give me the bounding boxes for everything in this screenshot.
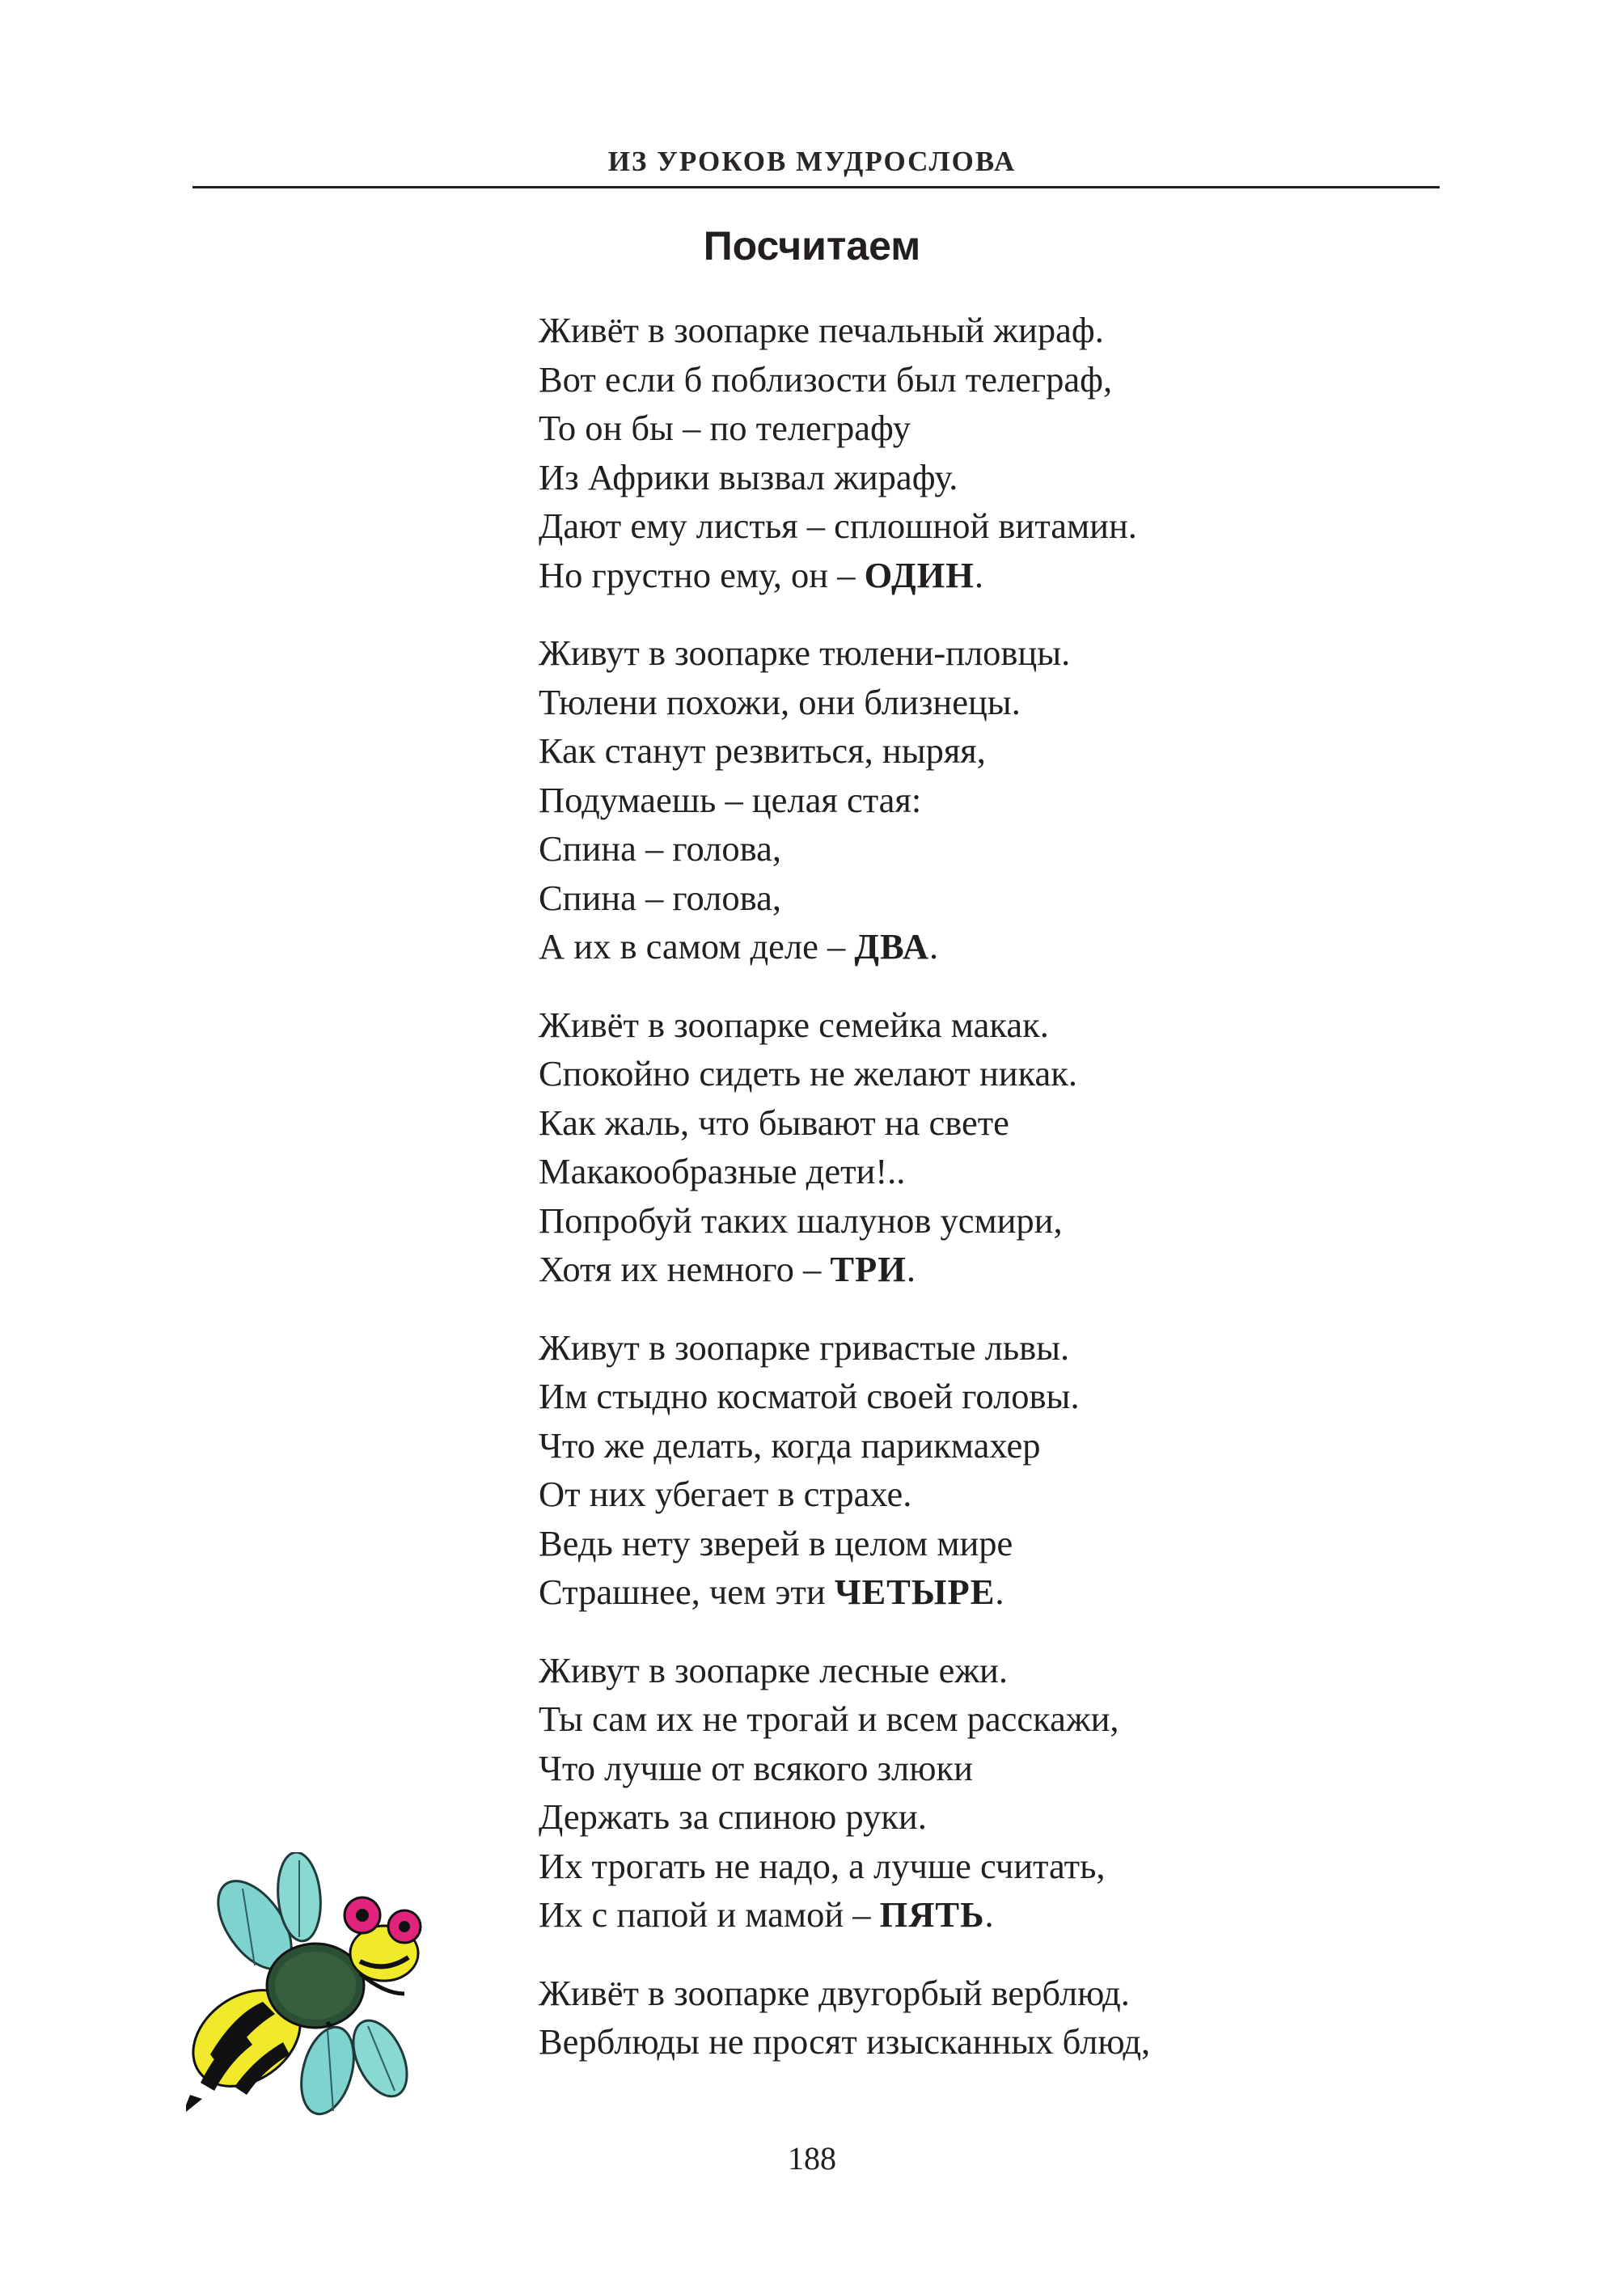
line-text: Им стыдно косматой своей головы. bbox=[539, 1376, 1080, 1416]
stanza bbox=[539, 306, 1469, 599]
line-text: Спина – голова, bbox=[539, 877, 781, 918]
poem-line bbox=[539, 453, 1469, 502]
stanza bbox=[539, 1646, 1469, 1940]
line-text: Держать за спиною руки. bbox=[539, 1796, 927, 1837]
line-text: Ведь нету зверей в целом мире bbox=[539, 1522, 1013, 1563]
line-text: Но грустно ему, он – bbox=[539, 554, 865, 595]
poem-title: Посчитаем bbox=[703, 223, 921, 269]
poem-line bbox=[539, 1049, 1469, 1098]
line-punctuation: . bbox=[984, 1894, 994, 1935]
poem-line bbox=[539, 1196, 1469, 1246]
line-text: От них убегает в страхе. bbox=[539, 1474, 912, 1514]
stanza bbox=[539, 1969, 1469, 2067]
line-text: Верблюды не просят изысканных блюд, bbox=[539, 2021, 1151, 2062]
poem-line bbox=[539, 1421, 1469, 1470]
line-text: Спокойно сидеть не желают никак. bbox=[539, 1053, 1078, 1094]
line-text: Их с папой и мамой – bbox=[539, 1894, 880, 1935]
line-text: Их трогать не надо, а лучше считать, bbox=[539, 1845, 1106, 1886]
poem-line bbox=[539, 1792, 1469, 1842]
line-text: Живёт в зоопарке печальный жираф. bbox=[539, 310, 1104, 350]
poem-line bbox=[539, 501, 1469, 551]
line-text: Страшнее, чем эти bbox=[539, 1572, 835, 1612]
poem-line bbox=[539, 726, 1469, 776]
line-text: А их в самом деле – bbox=[539, 926, 855, 967]
poem-line bbox=[539, 1098, 1469, 1148]
poem-line bbox=[539, 776, 1469, 825]
line-text: Как жаль, что бывают на свете bbox=[539, 1102, 1009, 1143]
poem-line bbox=[539, 1470, 1469, 1519]
emphasized-number: ТРИ bbox=[830, 1249, 907, 1289]
poem-line bbox=[539, 2017, 1469, 2067]
poem-line bbox=[539, 1969, 1469, 2018]
line-text: Попробуй таких шалунов усмири, bbox=[539, 1199, 1063, 1241]
poem-line bbox=[539, 824, 1469, 874]
line-text: Ты сам их не трогай и всем расскажи, bbox=[539, 1699, 1119, 1739]
line-punctuation: . bbox=[906, 1249, 916, 1289]
header-divider bbox=[192, 186, 1440, 188]
stanza bbox=[539, 1323, 1469, 1617]
line-punctuation: . bbox=[928, 926, 939, 967]
poem-line bbox=[539, 1694, 1469, 1744]
line-text: Хотя их немного – bbox=[539, 1249, 831, 1289]
line-text: Из Африки вызвал жирафу. bbox=[539, 456, 958, 497]
emphasized-number: ДВА bbox=[854, 926, 929, 967]
poem-line bbox=[539, 1890, 1469, 1940]
line-text: Что лучше от всякого злюки bbox=[539, 1747, 973, 1788]
poem-line bbox=[539, 922, 1469, 971]
line-text: Спина – голова, bbox=[539, 828, 781, 869]
emphasized-number: ЧЕТЫРЕ bbox=[834, 1572, 996, 1612]
poem-line bbox=[539, 1372, 1469, 1421]
line-text: Живут в зоопарке тюлени-пловцы. bbox=[539, 632, 1071, 673]
poem-line bbox=[539, 1519, 1469, 1568]
stanza bbox=[539, 1001, 1469, 1294]
poem-line bbox=[539, 678, 1469, 727]
poem-line bbox=[539, 1245, 1469, 1294]
poem-line bbox=[539, 1842, 1469, 1891]
line-text: Живут в зоопарке лесные ежи. bbox=[539, 1649, 1008, 1690]
line-text: Макакообразные дети!.. bbox=[539, 1151, 906, 1191]
line-punctuation: . bbox=[995, 1572, 1004, 1612]
poem-line bbox=[539, 551, 1469, 600]
stanza bbox=[539, 628, 1469, 971]
poem-line bbox=[539, 355, 1469, 404]
poem-line bbox=[539, 1001, 1469, 1050]
line-text: Как станут резвиться, ныряя, bbox=[539, 730, 986, 771]
line-text: Дают ему листья – сплошной витамин. bbox=[539, 506, 1137, 546]
line-text: Тюлени похожи, они близнецы. bbox=[539, 681, 1021, 722]
line-text: Подумаешь – целая стая: bbox=[539, 779, 922, 820]
poem-line bbox=[539, 874, 1469, 923]
poem-body bbox=[539, 306, 1469, 2096]
line-text: Живёт в зоопарке двугорбый верблюд. bbox=[539, 1972, 1130, 2013]
emphasized-number: ПЯТЬ bbox=[879, 1894, 985, 1935]
page-number: 188 bbox=[788, 2140, 836, 2177]
running-header: ИЗ УРОКОВ МУДРОСЛОВА bbox=[607, 146, 1017, 177]
line-text: Живут в зоопарке гривастые львы. bbox=[539, 1326, 1070, 1368]
poem-line bbox=[539, 1744, 1469, 1793]
line-punctuation: . bbox=[974, 554, 983, 595]
line-text: Что же делать, когда парикмахер bbox=[539, 1424, 1041, 1466]
line-text: Вот если б поблизости был телеграф, bbox=[539, 358, 1113, 400]
poem-line bbox=[539, 404, 1469, 453]
line-text: Живёт в зоопарке семейка макак. bbox=[539, 1004, 1049, 1045]
bee-icon bbox=[186, 1852, 453, 2127]
poem-line bbox=[539, 1147, 1469, 1196]
poem-line bbox=[539, 628, 1469, 678]
poem-line bbox=[539, 1567, 1469, 1617]
poem-line bbox=[539, 1646, 1469, 1695]
poem-line bbox=[539, 306, 1469, 355]
poem-line bbox=[539, 1323, 1469, 1373]
emphasized-number: ОДИН bbox=[864, 554, 975, 595]
line-text: То он бы – по телеграфу bbox=[539, 408, 911, 448]
